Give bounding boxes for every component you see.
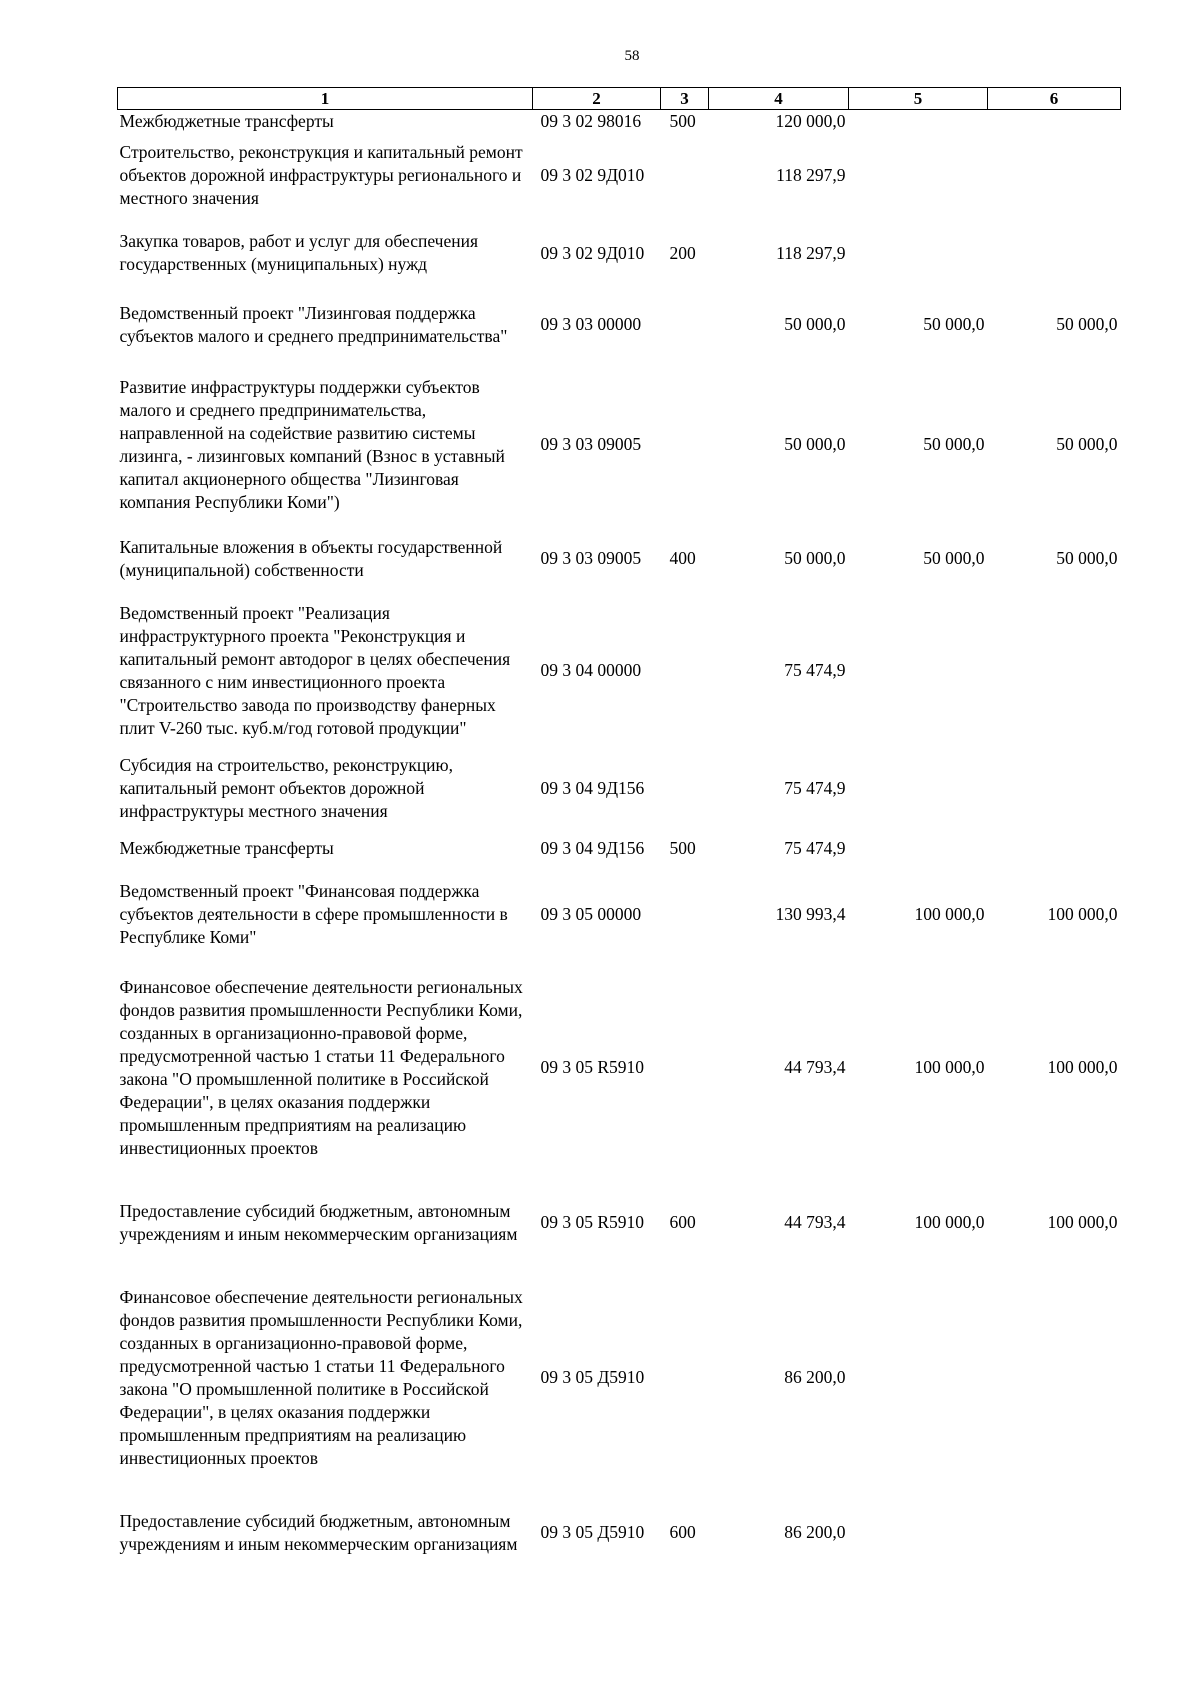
row-code: 09 3 04 9Д156	[540, 838, 645, 858]
row-code: 09 3 02 98016	[540, 111, 642, 132]
table-row	[118, 873, 1121, 957]
row-value-5	[849, 589, 988, 753]
row-value-6: 100 000,0	[1047, 904, 1118, 924]
row-expense-type	[661, 957, 709, 1179]
row-value-4: 50 000,0	[784, 548, 846, 568]
row-value-6	[988, 134, 1121, 218]
row-name: Финансовое обеспечение деятельности региональных фондов развития промышленности Республики Коми, созданных в организационно-правовой форме, предусмотренной частью 1 статьи 11 Федерального закона "О промышленной политике в Российской Федерации", в целях оказания поддержки промышленным предприятиям на реализацию инвестиционных проектов	[119, 1286, 523, 1468]
row-value-5	[849, 218, 988, 289]
row-code: 09 3 04 9Д156	[540, 778, 645, 798]
row-value-6: 50 000,0	[1056, 434, 1118, 454]
page-number: 58	[624, 48, 640, 64]
table-row	[118, 1267, 1121, 1489]
row-value-4: 86 200,0	[784, 1367, 846, 1387]
row-value-6	[988, 1489, 1121, 1577]
row-name: Закупка товаров, работ и услуг для обеспечения государственных (муниципальных) нужд	[119, 231, 479, 274]
budget-table	[117, 87, 1121, 1577]
row-name: Межбюджетные трансферты	[119, 111, 334, 132]
table-row	[118, 529, 1121, 589]
row-expense-type	[661, 134, 709, 218]
row-name: Ведомственный проект "Реализация инфраструктурного проекта "Реконструкция и капитальный ремонт автодорог в целях обеспечения связанного с ним инвестиционного проекта "Строительство завода по производству фанерных плит V-260 тыс. куб.м/год готовой продукции"	[119, 602, 511, 738]
column-header: 2	[533, 88, 661, 110]
row-name: Предоставление субсидий бюджетным, автономным учреждениям и иным некоммерческим организациям	[119, 1200, 518, 1244]
table-row	[118, 361, 1121, 529]
row-value-5: 100 000,0	[914, 904, 985, 924]
row-name: Финансовое обеспечение деятельности региональных фондов развития промышленности Республики Коми, созданных в организационно-правовой форме, предусмотренной частью 1 статьи 11 Федерального закона "О промышленной политике в Российской Федерации", в целях оказания поддержки промышленным предприятиям на реализацию инвестиционных проектов	[119, 976, 523, 1158]
row-value-5: 100 000,0	[914, 1057, 985, 1077]
row-code: 09 3 05 00000	[540, 904, 642, 924]
row-value-5	[849, 753, 988, 825]
row-expense-type: 200	[669, 242, 696, 263]
row-expense-type: 400	[669, 548, 696, 568]
table-row	[118, 110, 1121, 134]
column-header: 4	[709, 88, 849, 110]
table-row	[118, 218, 1121, 289]
table-row	[118, 753, 1121, 825]
row-expense-type	[661, 1267, 709, 1489]
row-value-4: 130 993,4	[775, 904, 846, 924]
row-code: 09 3 05 R5910	[540, 1057, 645, 1077]
row-name: Субсидия на строительство, реконструкцию, капитальный ремонт объектов дорожной инфраструктуры местного значения	[119, 755, 453, 821]
row-expense-type: 500	[669, 111, 696, 132]
table-row	[118, 289, 1121, 361]
table-row	[118, 589, 1121, 753]
row-expense-type	[661, 289, 709, 361]
row-value-4: 118 297,9	[776, 242, 846, 263]
row-value-5: 50 000,0	[923, 548, 985, 568]
row-expense-type	[661, 589, 709, 753]
row-value-5	[849, 825, 988, 873]
table-row	[118, 1489, 1121, 1577]
row-name: Ведомственный проект "Лизинговая поддержка субъектов малого и среднего предпринимательства"	[119, 302, 508, 346]
row-value-5: 100 000,0	[914, 1212, 985, 1232]
row-value-6: 100 000,0	[1047, 1212, 1118, 1232]
row-value-4: 44 793,4	[784, 1212, 846, 1232]
row-value-5: 50 000,0	[923, 434, 985, 454]
column-header: 5	[849, 88, 988, 110]
row-value-6	[988, 218, 1121, 289]
row-expense-type	[661, 361, 709, 529]
row-value-6: 50 000,0	[1056, 314, 1118, 334]
row-value-4: 75 474,9	[784, 838, 846, 858]
row-expense-type	[661, 753, 709, 825]
row-expense-type: 500	[669, 838, 696, 858]
table-row	[118, 825, 1121, 873]
row-value-4: 120 000,0	[775, 111, 846, 132]
row-value-4: 50 000,0	[784, 434, 846, 454]
row-name: Строительство, реконструкция и капитальный ремонт объектов дорожной инфраструктуры регионального и местного значения	[119, 142, 523, 208]
row-code: 09 3 04 00000	[540, 660, 642, 680]
row-value-4: 44 793,4	[784, 1057, 846, 1077]
row-value-5	[849, 1489, 988, 1577]
row-expense-type	[661, 873, 709, 957]
header-row	[118, 88, 1121, 110]
row-name: Предоставление субсидий бюджетным, автономным учреждениям и иным некоммерческим организациям	[119, 1510, 518, 1554]
row-code: 09 3 05 Д5910	[540, 1367, 645, 1387]
row-expense-type: 600	[669, 1522, 696, 1542]
row-value-5	[849, 134, 988, 218]
row-code: 09 3 05 Д5910	[540, 1522, 645, 1542]
column-header: 1	[118, 88, 533, 110]
row-code: 09 3 02 9Д010	[540, 165, 645, 185]
row-code: 09 3 05 R5910	[540, 1212, 645, 1232]
row-value-5	[849, 1267, 988, 1489]
row-value-4: 86 200,0	[784, 1522, 846, 1542]
table-row	[118, 1179, 1121, 1267]
row-expense-type: 600	[669, 1212, 696, 1232]
row-value-6	[988, 1267, 1121, 1489]
row-code: 09 3 02 9Д010	[540, 242, 645, 263]
row-value-6: 100 000,0	[1047, 1057, 1118, 1077]
row-value-4: 50 000,0	[784, 314, 846, 334]
row-value-4: 75 474,9	[784, 778, 846, 798]
row-value-4: 118 297,9	[776, 165, 846, 185]
row-code: 09 3 03 09005	[540, 434, 642, 454]
column-header: 3	[661, 88, 709, 110]
row-value-6: 50 000,0	[1056, 548, 1118, 568]
row-value-5	[849, 110, 988, 134]
row-value-5: 50 000,0	[923, 314, 985, 334]
table-row	[118, 134, 1121, 218]
row-name: Развитие инфраструктуры поддержки субъектов малого и среднего предпринимательства, направленной на содействие развитию системы лизинга, - лизинговых компаний (Взнос в уставный капитал акционерного общества "Лизинговая компания Республики Коми")	[119, 376, 505, 512]
row-value-4: 75 474,9	[784, 660, 846, 680]
column-header: 6	[988, 88, 1121, 110]
row-code: 09 3 03 09005	[540, 548, 642, 568]
row-value-6	[988, 589, 1121, 753]
row-value-6	[988, 753, 1121, 825]
row-code: 09 3 03 00000	[540, 314, 642, 334]
row-value-6	[988, 825, 1121, 873]
table-row	[118, 957, 1121, 1179]
row-name: Ведомственный проект "Финансовая поддержка субъектов деятельности в сфере промышленности в Республике Коми"	[119, 881, 508, 947]
row-name: Капитальные вложения в объекты государственной (муниципальной) собственности	[119, 536, 503, 580]
row-value-6	[988, 110, 1121, 134]
row-name: Межбюджетные трансферты	[119, 838, 334, 858]
